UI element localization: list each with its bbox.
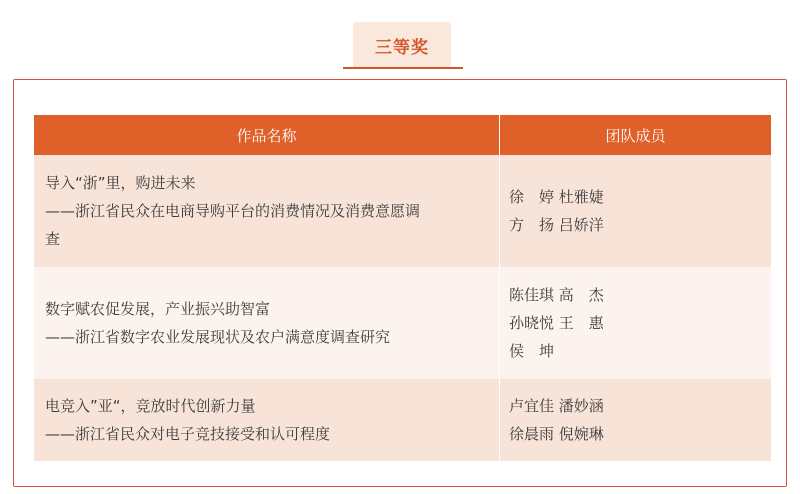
team-members-cell	[500, 267, 772, 379]
header-work-name: 作品名称	[34, 115, 500, 155]
table-row	[34, 155, 771, 267]
work-title: 导入“浙”里，购进未来	[45, 174, 196, 192]
award-level-label: 三等奖	[375, 37, 429, 58]
member-line: 徐晨雨 倪婉琳	[509, 425, 604, 443]
work-name-cell	[34, 155, 500, 267]
work-name-cell	[34, 267, 500, 379]
work-subtitle-line: ——浙江省民众在电商导购平台的消费情况及消费意愿调	[45, 202, 421, 220]
award-underline	[343, 67, 463, 69]
work-title: 电竞入”亚“，竞放时代创新力量	[45, 397, 256, 415]
member-line: 卢宜佳 潘妙涵	[509, 397, 604, 415]
work-subtitle-line: ——浙江省民众对电子竞技接受和认可程度	[45, 425, 331, 443]
member-line: 陈佳琪 高 杰	[509, 286, 604, 304]
member-line: 方 扬 吕娇洋	[509, 216, 604, 234]
work-subtitle-line: 查	[45, 230, 61, 248]
award-level-tab	[353, 22, 451, 68]
team-members-cell	[500, 155, 772, 267]
work-title: 数字赋农促发展，产业振兴助智富	[45, 300, 271, 318]
work-name-cell	[34, 379, 500, 461]
member-line: 侯 坤	[509, 342, 555, 360]
work-subtitle-line: ——浙江省数字农业发展现状及农户满意度调查研究	[45, 328, 391, 346]
table-row	[34, 267, 771, 379]
award-table	[34, 115, 771, 461]
table-header-row	[34, 115, 771, 155]
member-line: 徐 婷 杜雅婕	[509, 188, 604, 206]
member-line: 孙晓悦 王 惠	[509, 314, 604, 332]
header-team-members: 团队成员	[500, 115, 772, 155]
team-members-cell	[500, 379, 772, 461]
table-row	[34, 379, 771, 461]
